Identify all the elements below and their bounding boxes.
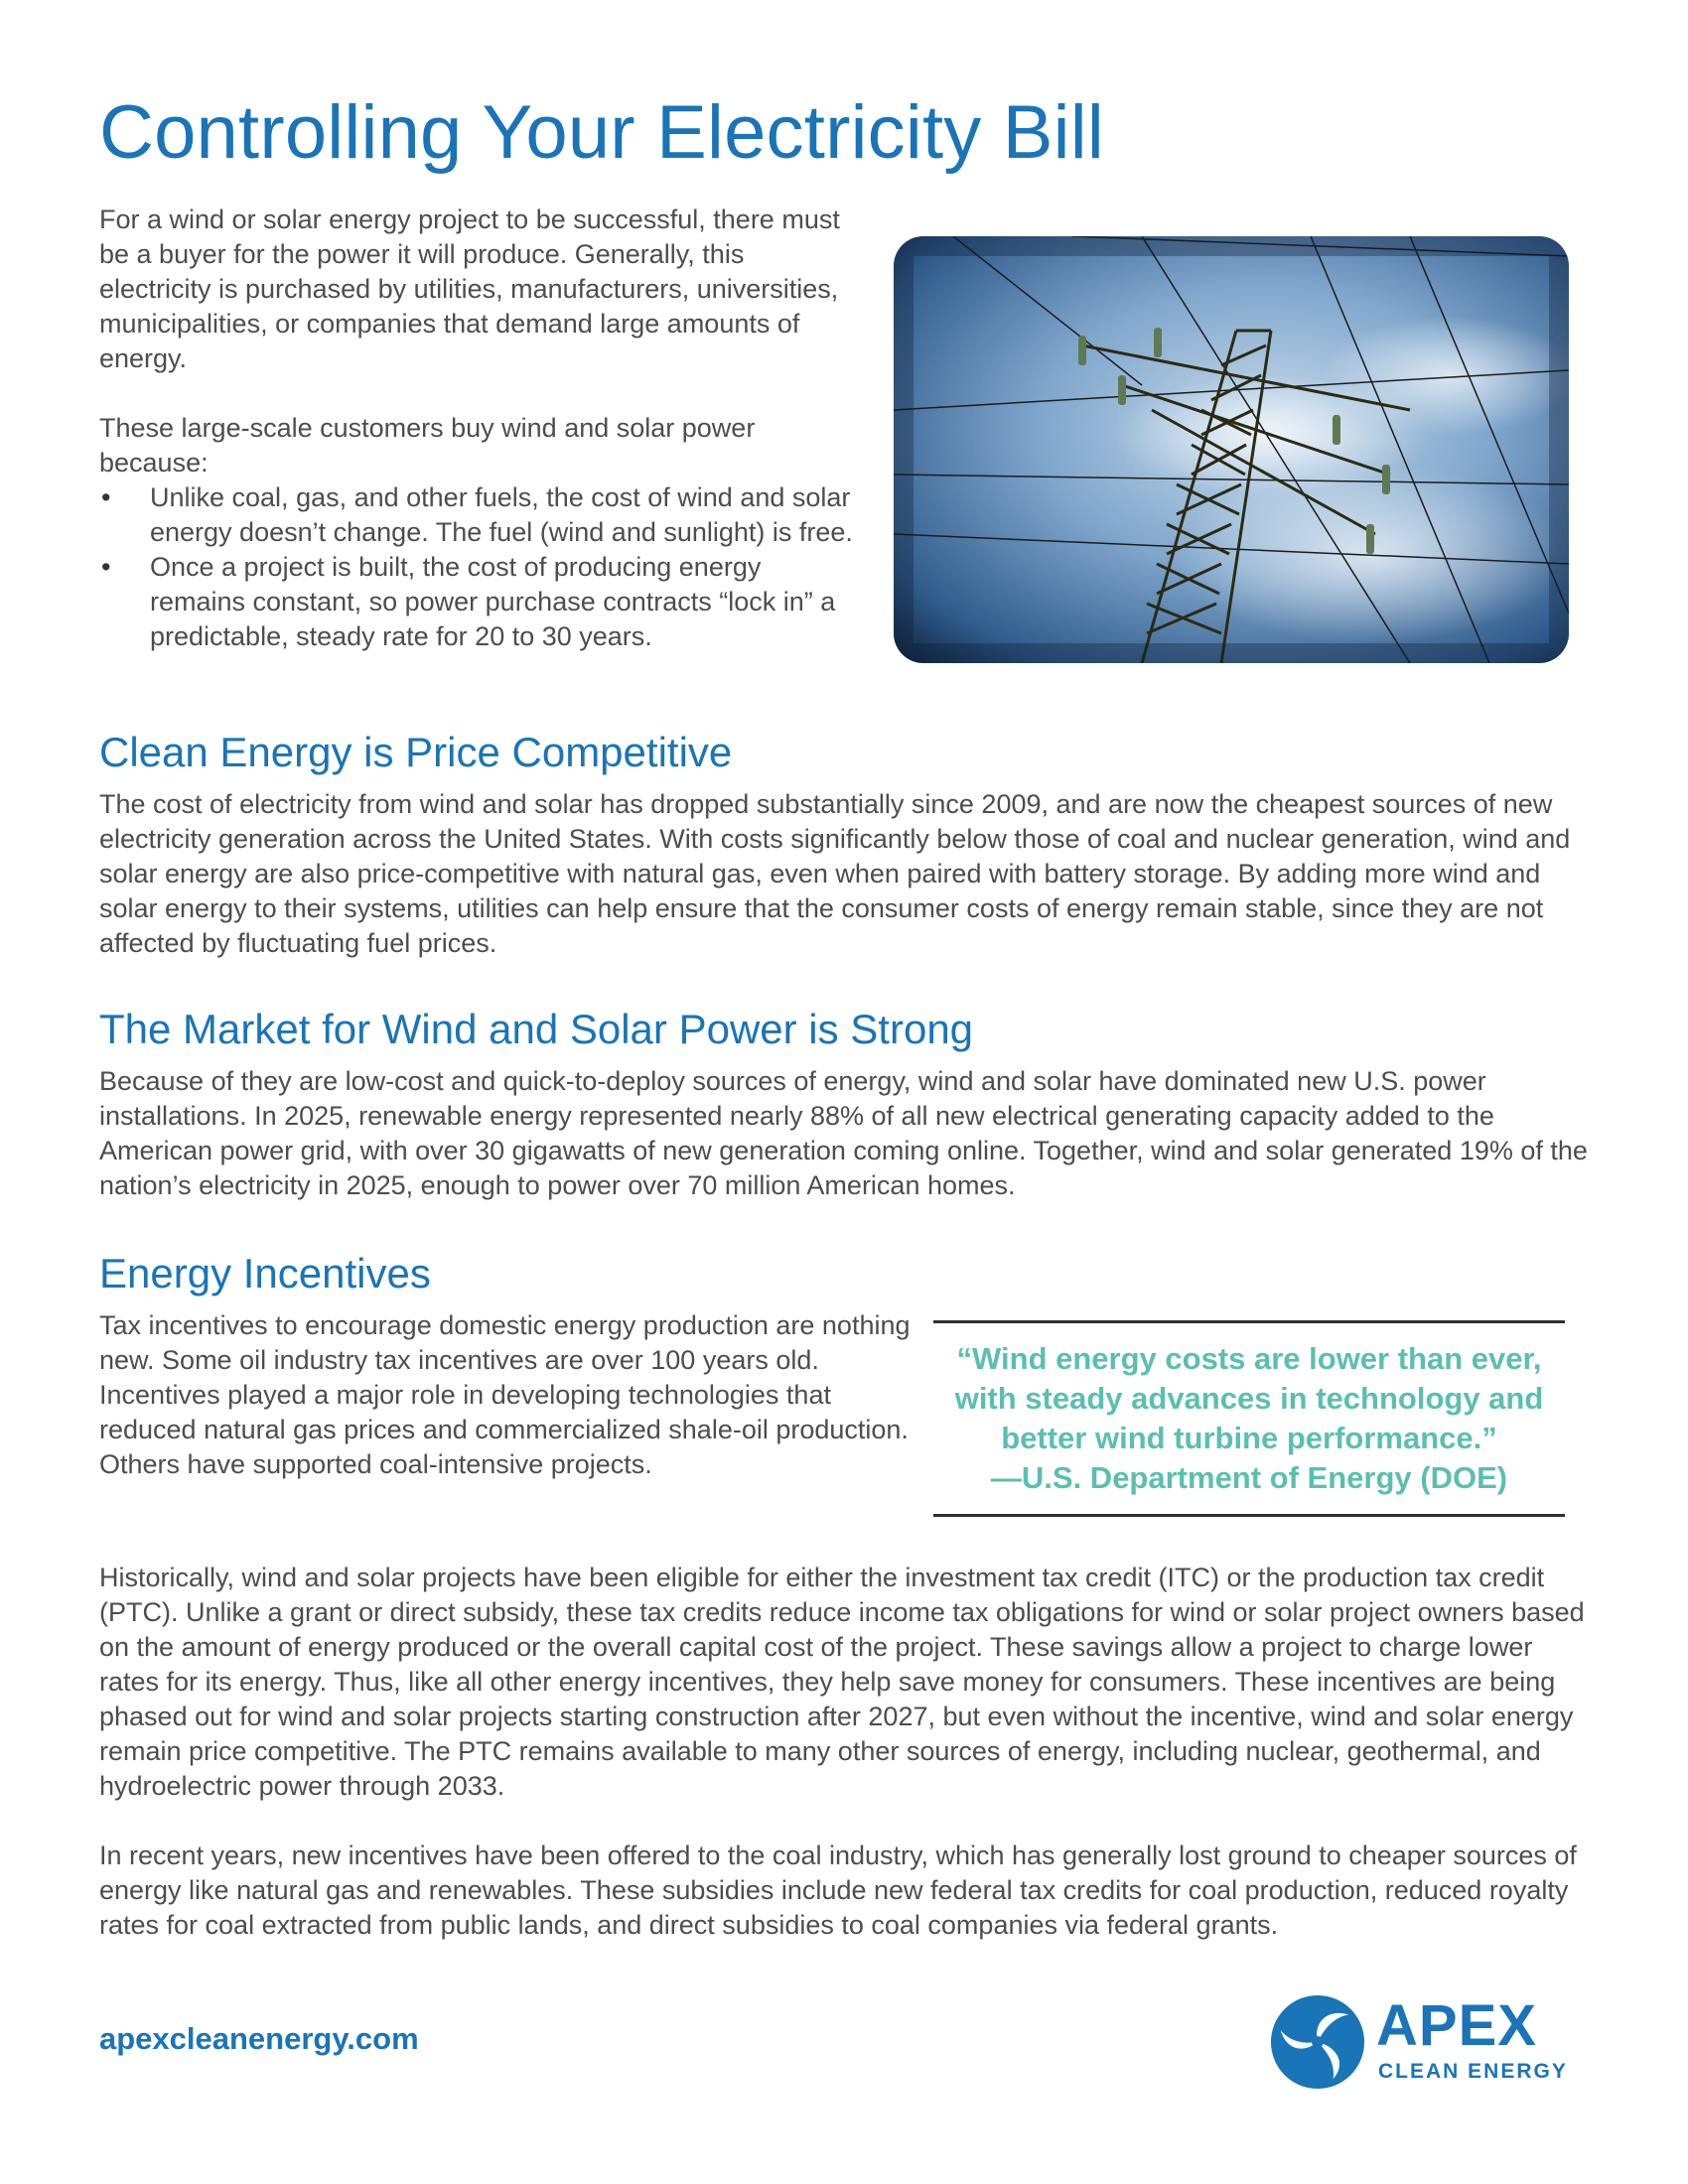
quote-text: “Wind energy costs are lower than ever, with steady advances in technology and better wind turbine performance.”: [954, 1341, 1544, 1455]
section-heading: Clean Energy is Price Competitive: [99, 729, 733, 775]
page-title: Controlling Your Electricity Bill: [99, 90, 1104, 175]
quote-source: —U.S. Department of Energy (DOE): [990, 1460, 1508, 1495]
section-price-competitive: [99, 728, 1589, 961]
pull-quote: [933, 1320, 1565, 1517]
footer-website-link[interactable]: apexcleanenergy.com: [99, 2021, 419, 2056]
section-market-strong: [99, 1005, 1589, 1203]
logo-wordmark: APEX: [1376, 1993, 1537, 2058]
apex-swirl-icon: [1269, 1993, 1366, 2091]
section-body: Tax incentives to encourage domestic energy production are nothing new. Some oil industry tax incentives are over 100 years old. Incentives played a major role in developing technologies that reduced natural gas prices and commercialized shale-oil production. Others have supported coal-intensive projects.: [99, 1310, 911, 1480]
section-heading: Energy Incentives: [99, 1250, 431, 1297]
section-heading: The Market for Wind and Solar Power is Strong: [99, 1006, 974, 1052]
list-item: • Once a project is built, the cost of producing energy remains constant, so power purchase contracts “lock in” a predictable, steady rate for 20 to 30 years.: [99, 550, 854, 654]
incentives-history-paragraph: Historically, wind and solar projects have been eligible for either the investment tax credit (ITC) or the production tax credit (PTC). Unlike a grant or direct subsidy, these tax credits reduce income tax obligations for wind or solar project owners based on the amount of energy produced or the overall capital cost of the project. These savings allow a project to charge lower rates for its energy. Thus, like all other energy incentives, they help save money for consumers. These incentives are being phased out for wind and solar projects starting construction after 2027, but even without the incentive, wind and solar energy remain price competitive. The PTC remains available to many other sources of energy, including nuclear, geothermal, and hydroelectric power through 2033.: [99, 1563, 1585, 1801]
coal-incentives-paragraph: In recent years, new incentives have been offered to the coal industry, which has generally lost ground to cheaper sources of energy like natural gas and renewables. These subsidies include new federal tax credits for coal production, reduced royalty rates for coal extracted from public lands, and direct subsidies to coal companies via federal grants.: [99, 1841, 1577, 1940]
intro-lead-in: These large-scale customers buy wind and solar power because:: [99, 413, 756, 478]
section-body: The cost of electricity from wind and solar has dropped substantially since 2009, and are now the cheapest sources of new electricity generation across the United States. With costs significantly below those of coal and nuclear generation, wind and solar energy are also price-competitive with natural gas, even when paired with battery storage. By adding more wind and solar energy to their systems, utilities can help ensure that the consumer costs of energy remain stable, since they are not affected by fluctuating fuel prices.: [99, 789, 1571, 959]
transmission-tower-photo: [894, 236, 1569, 663]
intro-paragraph: For a wind or solar energy project to be successful, there must be a buyer for the power it will produce. Generally, this electricity is purchased by utilities, manufacturers, universities, municipalities, or companies that demand large amounts of energy.: [99, 205, 840, 373]
list-item: • Unlike coal, gas, and other fuels, the cost of wind and solar energy doesn’t change. The fuel (wind and sunlight) is free.: [99, 480, 854, 550]
photo-illustration: [894, 236, 1569, 663]
section-energy-incentives: [99, 1249, 914, 1482]
intro-block: [99, 203, 854, 654]
apex-logo: [1269, 1993, 1583, 2093]
logo-subtitle: CLEAN ENERGY: [1378, 2060, 1568, 2083]
section-body: Because of they are low-cost and quick-to-deploy sources of energy, wind and solar have dominated new U.S. power installations. In 2025, renewable energy represented nearly 88% of all new electrical generating capacity added to the American power grid, with over 30 gigawatts of new generation coming online. Together, wind and solar generated 19% of the nation’s electricity in 2025, enough to power over 70 million American homes.: [99, 1066, 1588, 1201]
intro-bullet-list: [99, 480, 854, 654]
